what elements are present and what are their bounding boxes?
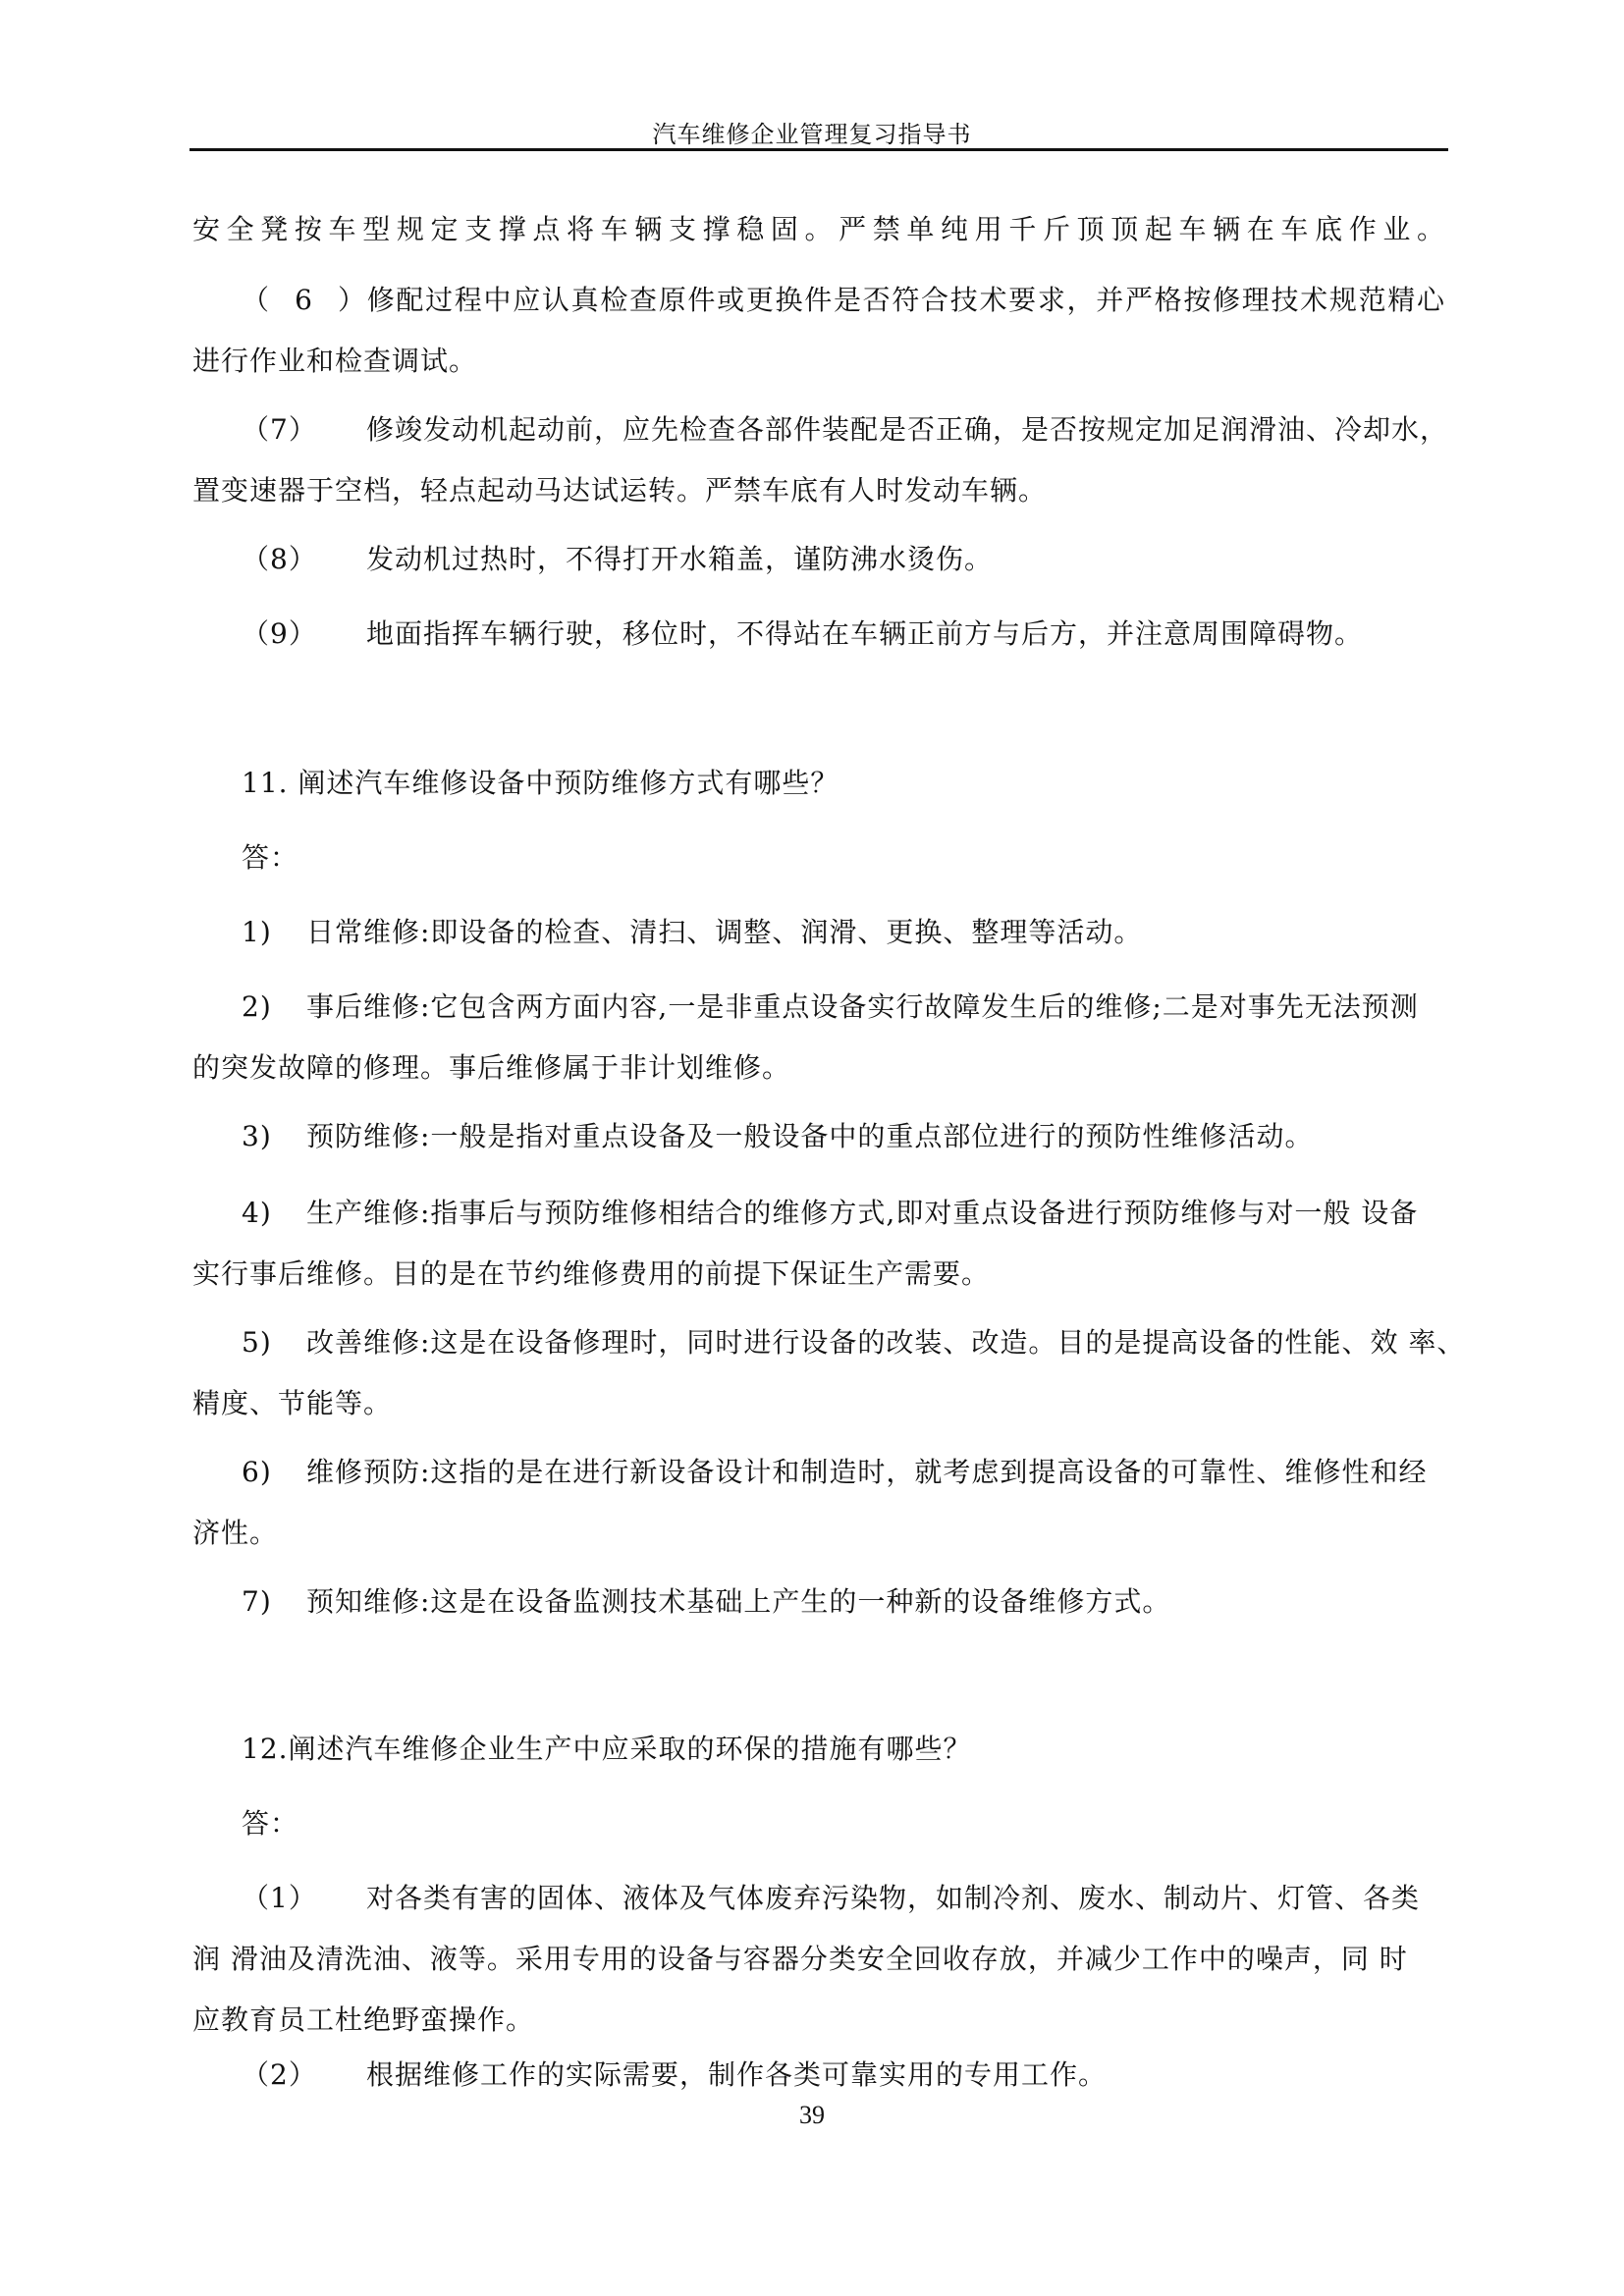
list-item-text: 根据维修工作的实际需要，制作各类可靠实用的专用工作。	[366, 2058, 1108, 2091]
list-item-text: 维修预防:这指的是在进行新设备设计和制造时，就考虑到提高设备的可靠性、维修性和经	[306, 1456, 1428, 1488]
paragraph-line: 置变速器于空档，轻点起动马达试运转。严禁车底有人时发动车辆。	[192, 474, 1048, 507]
paragraph-line: 安全凳按车型规定支撑点将车辆支撑稳固。严禁单纯用千斤顶顶起车辆在车底作业。	[192, 213, 1445, 245]
paragraph-line: 应教育员工杜绝野蛮操作。	[192, 2003, 535, 2036]
list-item-text: 对各类有害的固体、液体及气体废弃污染物，如制冷剂、废水、制动片、灯管、各类	[366, 1882, 1421, 1914]
list-item-label: 1)	[242, 916, 272, 948]
list-item-text: 发动机过热时，不得打开水箱盖，谨防沸水烫伤。	[366, 543, 994, 575]
q11-item-7	[242, 1580, 1494, 1620]
list-item-label: 4)	[242, 1197, 272, 1229]
paragraph-line: 实行事后维修。目的是在节约维修费用的前提下保证生产需要。	[192, 1257, 991, 1290]
list-item-6	[242, 279, 1445, 318]
list-item-text: 日常维修:即设备的检查、清扫、调整、润滑、更换、整理等活动。	[306, 916, 1143, 948]
list-item-label: 6)	[242, 1456, 272, 1488]
list-item-text: 预知维修:这是在设备监测技术基础上产生的一种新的设备维修方式。	[306, 1585, 1171, 1618]
list-item-text: 修配过程中应认真检查原件或更换件是否符合技术要求，并严格按修理技术规范精心	[366, 284, 1445, 316]
q12-item-1	[242, 1877, 1445, 1916]
list-item-label: 7)	[242, 1585, 272, 1618]
list-item-label: 5)	[242, 1326, 272, 1359]
list-item-label: （9）	[242, 617, 317, 650]
list-item-7	[242, 408, 1449, 448]
list-item-text: 事后维修:它包含两方面内容,一是非重点设备实行故障发生后的维修;二是对事先无法预测	[306, 990, 1419, 1023]
question-12-title: 12.阐述汽车维修企业生产中应采取的环保的措施有哪些？	[242, 1733, 972, 1765]
list-item-text: 改善维修:这是在设备修理时，同时进行设备的改装、改造。目的是提高设备的性能、效 率、	[306, 1326, 1466, 1359]
question-11-title: 11. 阐述汽车维修设备中预防维修方式有哪些？	[242, 767, 839, 799]
list-item-text: 生产维修:指事后与预防维修相结合的维修方式,即对重点设备进行预防维修与对一般 设备	[306, 1197, 1419, 1229]
list-item-text: 修竣发动机起动前，应先检查各部件装配是否正确，是否按规定加足润滑油、冷却水，	[366, 413, 1449, 446]
paragraph-line: 的突发故障的修理。事后维修属于非计划维修。	[192, 1051, 791, 1084]
q11-item-6	[242, 1451, 1445, 1490]
paragraph-line: 进行作业和检查调试。	[192, 345, 478, 377]
q11-item-3	[242, 1115, 1494, 1154]
q12-item-2	[242, 2054, 1494, 2093]
answer-label: 答：	[242, 1807, 299, 1840]
list-item-label: （6）	[242, 284, 366, 316]
list-item-label: 3)	[242, 1120, 272, 1152]
list-item-text: 地面指挥车辆行驶，移位时，不得站在车辆正前方与后方，并注意周围障碍物。	[366, 617, 1364, 650]
header-rule	[189, 148, 1448, 151]
q11-item-5	[242, 1321, 1466, 1361]
list-item-label: 2)	[242, 990, 272, 1023]
paragraph-line: 济性。	[192, 1517, 279, 1549]
list-item-text: 预防维修:一般是指对重点设备及一般设备中的重点部位进行的预防性维修活动。	[306, 1120, 1314, 1152]
q11-item-1	[242, 911, 1494, 950]
list-item-label: （8）	[242, 543, 317, 575]
answer-label: 答：	[242, 841, 299, 874]
list-item-label: （7）	[242, 413, 317, 446]
paragraph-line: 润 滑油及清洗油、液等。采用专用的设备与容器分类安全回收存放，并减少工作中的噪声，同 时	[192, 1943, 1408, 1975]
list-item-label: （1）	[242, 1882, 317, 1914]
running-header-title: 汽车维修企业管理复习指导书	[652, 121, 972, 148]
page-number: 39	[799, 2101, 825, 2129]
list-item-8	[242, 538, 1494, 577]
q11-item-2	[242, 986, 1445, 1025]
paragraph-line: 精度、节能等。	[192, 1387, 393, 1419]
list-item-9	[242, 613, 1494, 652]
q11-item-4	[242, 1192, 1445, 1231]
list-item-label: （2）	[242, 2058, 317, 2091]
